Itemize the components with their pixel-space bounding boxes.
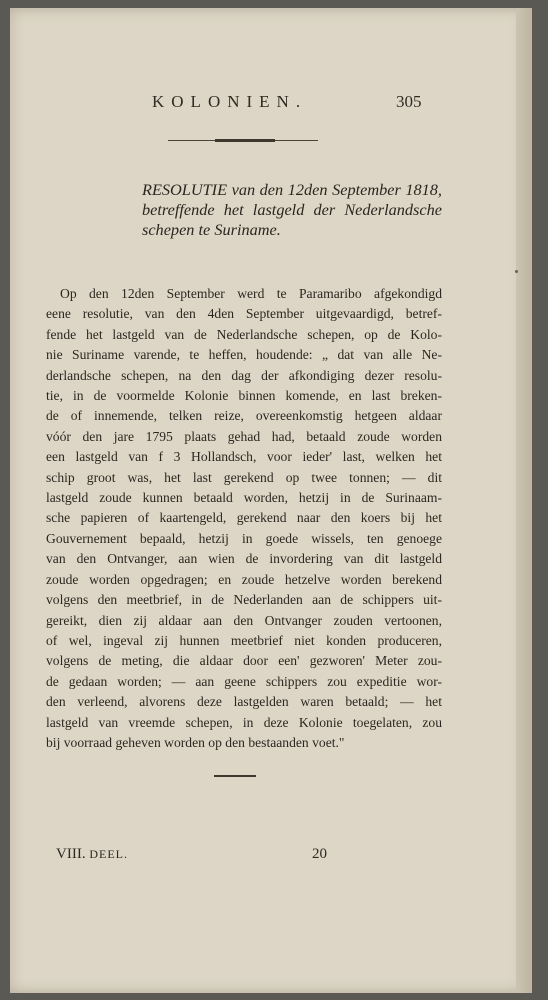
text-line: fende het lastgeld van de Nederlandsche schepen, op de Kolo- xyxy=(46,326,442,342)
page-number: 305 xyxy=(396,92,422,111)
text-line: tie, in de voormelde Kolonie binnen komende, en last breken- xyxy=(46,388,442,404)
closing-rule xyxy=(214,775,256,777)
text-line: den verleend, alvorens deze lastgelden waren betaald; — het xyxy=(46,694,442,710)
paper-speck xyxy=(515,270,518,273)
text-line: lastgeld zoude kunnen betaald worden, hetzij in de Surinaam- xyxy=(46,490,442,506)
header-rule-ornament xyxy=(215,139,275,142)
text-line: volgens de meting, die aldaar door een' gezworen' Meter zou- xyxy=(46,653,442,669)
text-line: lastgeld van vreemde schepen, in deze Kolonie toegelaten, zou xyxy=(46,714,442,730)
text-line: volgens den meetbrief, in de Nederlanden aan de schippers uit- xyxy=(46,592,442,608)
text-line: Op den 12den September werd te Paramaribo afgekondigd xyxy=(60,286,442,301)
text-line: de of innemende, telken reize, overeenkomstig hetgeen aldaar xyxy=(46,408,442,424)
text-line: gereikt, dien zij aldaar aan den Ontvanger zouden vertoonen, xyxy=(46,612,442,628)
text-line: de gedaan worden; — aan geene schippers zou expeditie wor- xyxy=(46,673,442,689)
body-paragraph xyxy=(46,284,442,753)
text-line: bij voorraad geheven worden op den bestaanden voet." xyxy=(46,734,345,750)
sheet-number: 20 xyxy=(312,846,327,862)
running-title: KOLONIEN. xyxy=(152,92,308,111)
page-edge xyxy=(516,8,532,993)
signature-numeral: VIII. xyxy=(56,846,86,862)
book-page xyxy=(10,8,532,993)
text-line: vóór den jare 1795 plaats gehad had, betaald zoude worden xyxy=(46,428,442,444)
section-heading: RESOLUTIE van den 12den September 1818, betreffende het lastgeld der Nederlandsche schepen te Suriname. xyxy=(142,180,442,239)
text-line: van den Ontvanger, aan wien de invordering van dit lastgeld xyxy=(46,551,442,567)
text-line: nie Suriname varende, te heffen, houdende: „ dat van alle Ne- xyxy=(46,347,442,363)
page-header xyxy=(10,92,532,122)
text-line: derlandsche schepen, na den dag der afkondiging dezer resolu- xyxy=(46,367,442,383)
text-line: Gouvernement bepaald, hetzij in goede wissels, ten genoege xyxy=(46,530,442,546)
text-line: schip groot was, het last gerekend op twee tonnen; — dit xyxy=(46,469,442,485)
text-line: zoude worden opgedragen; en zoude hetzelve worden berekend xyxy=(46,571,442,587)
signature-mark xyxy=(56,846,128,863)
text-line: of wel, ingeval zij hunnen meetbrief niet konden produceren, xyxy=(46,632,442,648)
signature-word: DEEL. xyxy=(89,847,128,861)
text-line: eene resolutie, van den 4den September uitgevaardigd, betref- xyxy=(46,306,442,322)
text-line: een lastgeld van f 3 Hollandsch, voor ieder' last, welken het xyxy=(46,449,442,465)
text-line: sche papieren of kaartengeld, gerekend naar den koers bij het xyxy=(46,510,442,526)
